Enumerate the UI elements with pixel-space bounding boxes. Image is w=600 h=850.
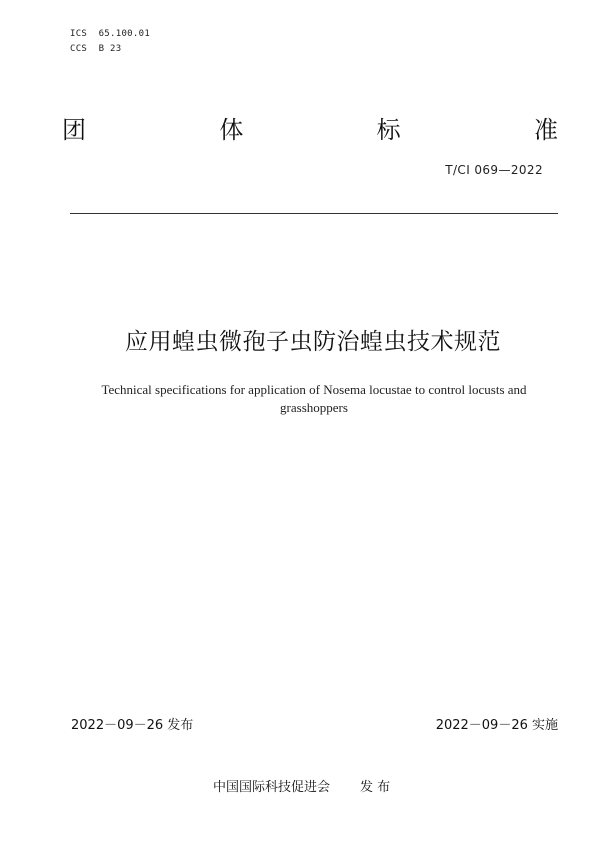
publisher-action: 发 布 xyxy=(360,780,391,795)
document-title-english: Technical specifications for application of Nosema locustae to control locusts and grasshoppers xyxy=(101,382,527,415)
standard-number: T/CI 069—2022 xyxy=(445,163,543,177)
heading-char-3: 标 xyxy=(376,116,401,144)
header-divider xyxy=(70,213,558,214)
heading-char-2: 体 xyxy=(219,116,244,144)
publisher-line xyxy=(213,776,390,795)
heading-char-1: 团 xyxy=(62,116,86,144)
heading-char-4: 准 xyxy=(533,116,558,144)
publisher-name: 中国国际科技促进会 xyxy=(213,780,331,795)
standard-type-heading xyxy=(62,112,558,148)
classification-codes xyxy=(70,27,150,57)
implementation-date: 2022－09－26 实施 xyxy=(435,718,558,733)
document-title-chinese: 应用蝗虫微孢子虫防治蝗虫技术规范 xyxy=(125,329,501,355)
ics-code: ICS 65.100.01 xyxy=(70,29,151,39)
issue-date: 2022－09－26 发布 xyxy=(71,718,194,733)
ccs-code: CCS B 23 xyxy=(70,44,122,54)
